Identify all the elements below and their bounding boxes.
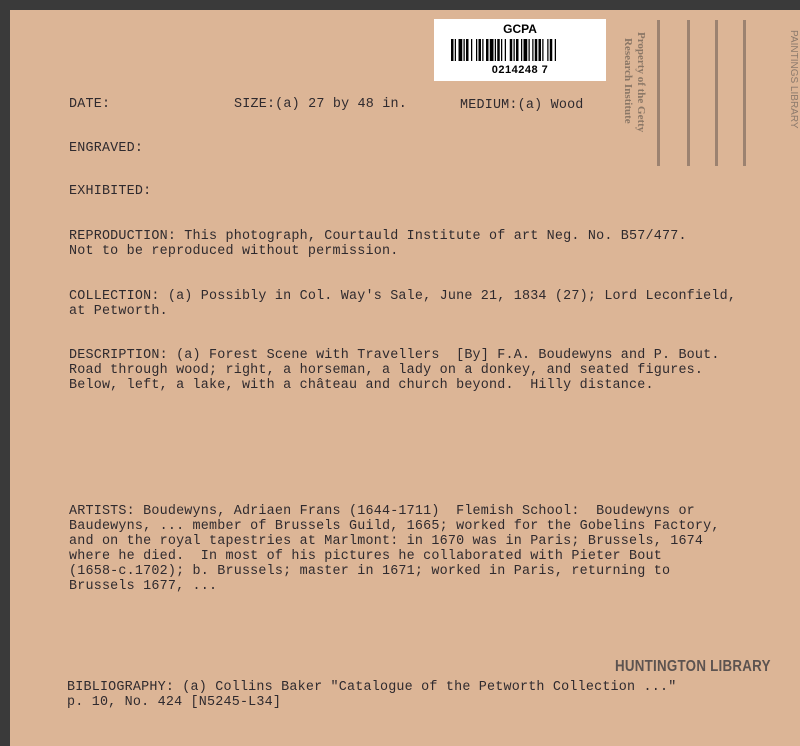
rule-line-2 — [687, 20, 690, 166]
getty-stamp-line-2: Research Institute — [622, 38, 634, 124]
description-line-1: DESCRIPTION: (a) Forest Scene with Travellers [By] F.A. Boudewyns and P. Bout. — [69, 348, 720, 363]
medium-field: MEDIUM:(a) Wood — [460, 98, 584, 113]
engraved-field: ENGRAVED: — [69, 141, 144, 156]
rule-line-4 — [743, 20, 746, 166]
date-field: DATE: — [69, 97, 111, 112]
barcode-collection-code: GCPA — [503, 22, 537, 36]
bibliography-line-1: BIBLIOGRAPHY: (a) Collins Baker "Catalogue of the Petworth Collection ..." — [67, 680, 677, 695]
artists-line-3: and on the royal tapestries at Marlmont: in 1670 was in Paris; Brussels, 1674 — [69, 534, 704, 549]
artists-line-2: Baudewyns, ... member of Brussels Guild, 1665; worked for the Gobelins Factory, — [69, 519, 720, 534]
collection-line-1: COLLECTION: (a) Possibly in Col. Way's Sale, June 21, 1834 (27); Lord Leconfield, — [69, 289, 737, 304]
artists-line-6: Brussels 1677, ... — [69, 579, 218, 594]
barcode-number: 0214248 7 — [491, 64, 549, 76]
reproduction-line-2: Not to be reproduced without permission. — [69, 244, 399, 259]
exhibited-field: EXHIBITED: — [69, 184, 152, 199]
barcode-label — [434, 19, 606, 81]
description-line-2: Road through wood; right, a horseman, a lady on a donkey, and seated figures. — [69, 363, 704, 378]
artists-line-1: ARTISTS: Boudewyns, Adriaen Frans (1644-1711) Flemish School: Boudewyns or — [69, 504, 695, 519]
rule-line-3 — [715, 20, 718, 166]
paintings-library-stamp: PAINTINGS LIBRARY — [788, 30, 799, 129]
artists-line-5: (1658-c.1702); b. Brussels; master in 1671; worked in Paris, returning to — [69, 564, 671, 579]
barcode-bars-icon — [451, 39, 589, 61]
bibliography-line-2: p. 10, No. 424 [N5245-L34] — [67, 695, 282, 710]
reproduction-line-1: REPRODUCTION: This photograph, Courtauld Institute of art Neg. No. B57/477. — [69, 229, 687, 244]
artists-line-4: where he died. In most of his pictures he collaborated with Pieter Bout — [69, 549, 662, 564]
collection-line-2: at Petworth. — [69, 304, 168, 319]
getty-stamp-line-1: Property of the Getty — [635, 32, 647, 133]
huntington-library-stamp: HUNTINGTON LIBRARY — [615, 658, 771, 675]
size-field: SIZE:(a) 27 by 48 in. — [234, 97, 407, 112]
rule-line-1 — [657, 20, 660, 166]
catalog-card — [10, 10, 800, 746]
description-line-3: Below, left, a lake, with a château and church beyond. Hilly distance. — [69, 378, 654, 393]
